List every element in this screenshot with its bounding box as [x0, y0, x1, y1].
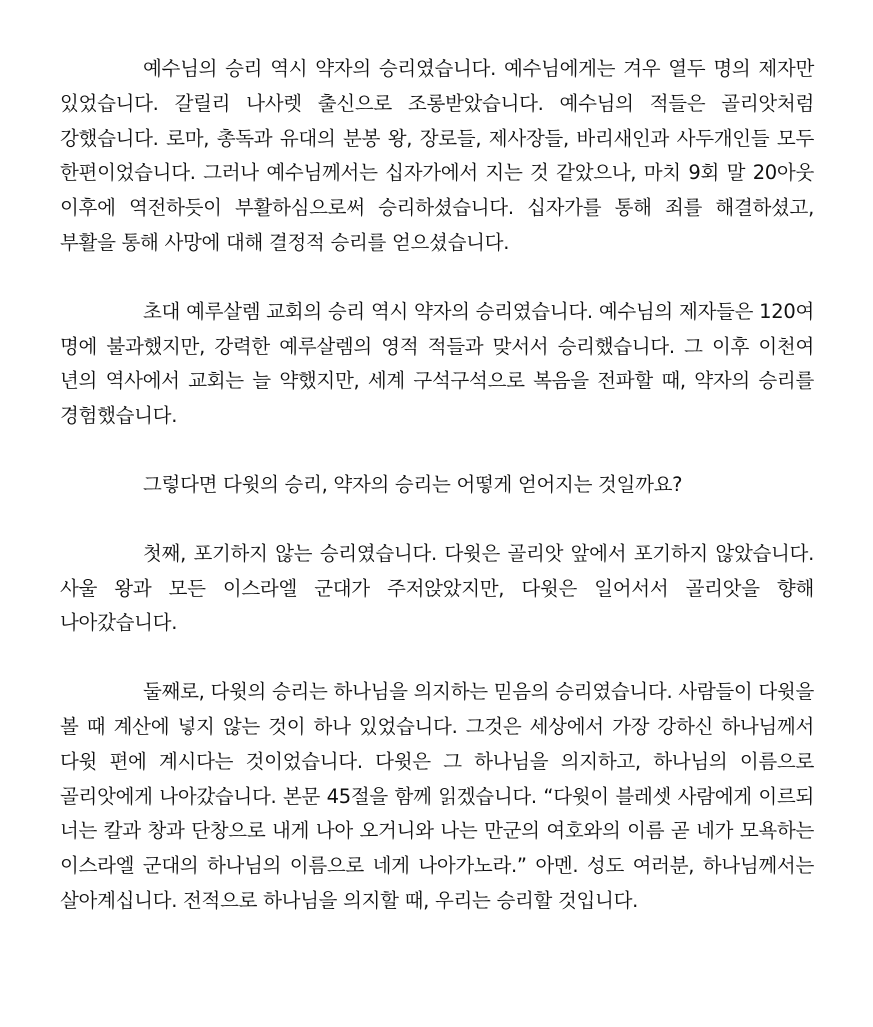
paragraph-second-point: 둘째로, 다윗의 승리는 하나님을 의지하는 믿음의 승리였습니다. 사람들이 다윗을 볼 때 계산에 넣지 않는 것이 하나 있었습니다. 그것은 세상에서 가장 강하신 하나님께서 다윗 편에 계시다는 것이었습니다. 다윗은 그 하나님을 의지하고, 하나님의 이름으로 골리앗에게 나아갔습니다. 본문 45절을 함께 읽겠습니다. “다윗이 블레셋 사람에게 이르되 너는 칼과 창과 단창으로 내게 나아 오거니와 나는 만군의 여호와의 이름 곧 네가 모욕하는 이스라엘 군대의 하나님의 이름으로 네게 나아가노라.” 아멘. 성도 여러분, 하나님께서는 살아계십니다. 전적으로 하나님을 의지할 때, 우리는 승리할 것입니다.: [60, 680, 814, 912]
paragraph-early-church: 초대 예루살렘 교회의 승리 역시 약자의 승리였습니다. 예수님의 제자들은 120여 명에 불과했지만, 강력한 예루살렘의 영적 적들과 맞서서 승리했습니다. 그 이후 이천여 년의 역사에서 교회는 늘 약했지만, 세계 구석구석으로 복음을 전파할 때, 약자의 승리를 경험했습니다.: [60, 299, 814, 428]
paragraph-jesus-victory: 예수님의 승리 역시 약자의 승리였습니다. 예수님에게는 겨우 열두 명의 제자만 있었습니다. 갈릴리 나사렛 출신으로 조롱받았습니다. 예수님의 적들은 골리앗처럼 강했습니다. 로마, 총독과 유대의 분봉 왕, 장로들, 제사장들, 바리새인과 사두개인들 모두 한편이었습니다. 그러나 예수님께서는 십자가에서 지는 것 같았으나, 마치 9회 말 20아웃 이후에 역전하듯이 부활하심으로써 승리하셨습니다. 십자가를 통해 죄를 해결하셨고, 부활을 통해 사망에 대해 결정적 승리를 얻으셨습니다.: [60, 57, 814, 254]
document-body: [60, 52, 814, 919]
paragraph-first-point: 첫째, 포기하지 않는 승리였습니다. 다윗은 골리앗 앞에서 포기하지 않았습니다. 사울 왕과 모든 이스라엘 군대가 주저앉았지만, 다윗은 일어서서 골리앗을 향해 나아갔습니다.: [60, 541, 814, 635]
paragraph-question: 그렇다면 다윗의 승리, 약자의 승리는 어떻게 얻어지는 것일까요?: [143, 472, 683, 496]
